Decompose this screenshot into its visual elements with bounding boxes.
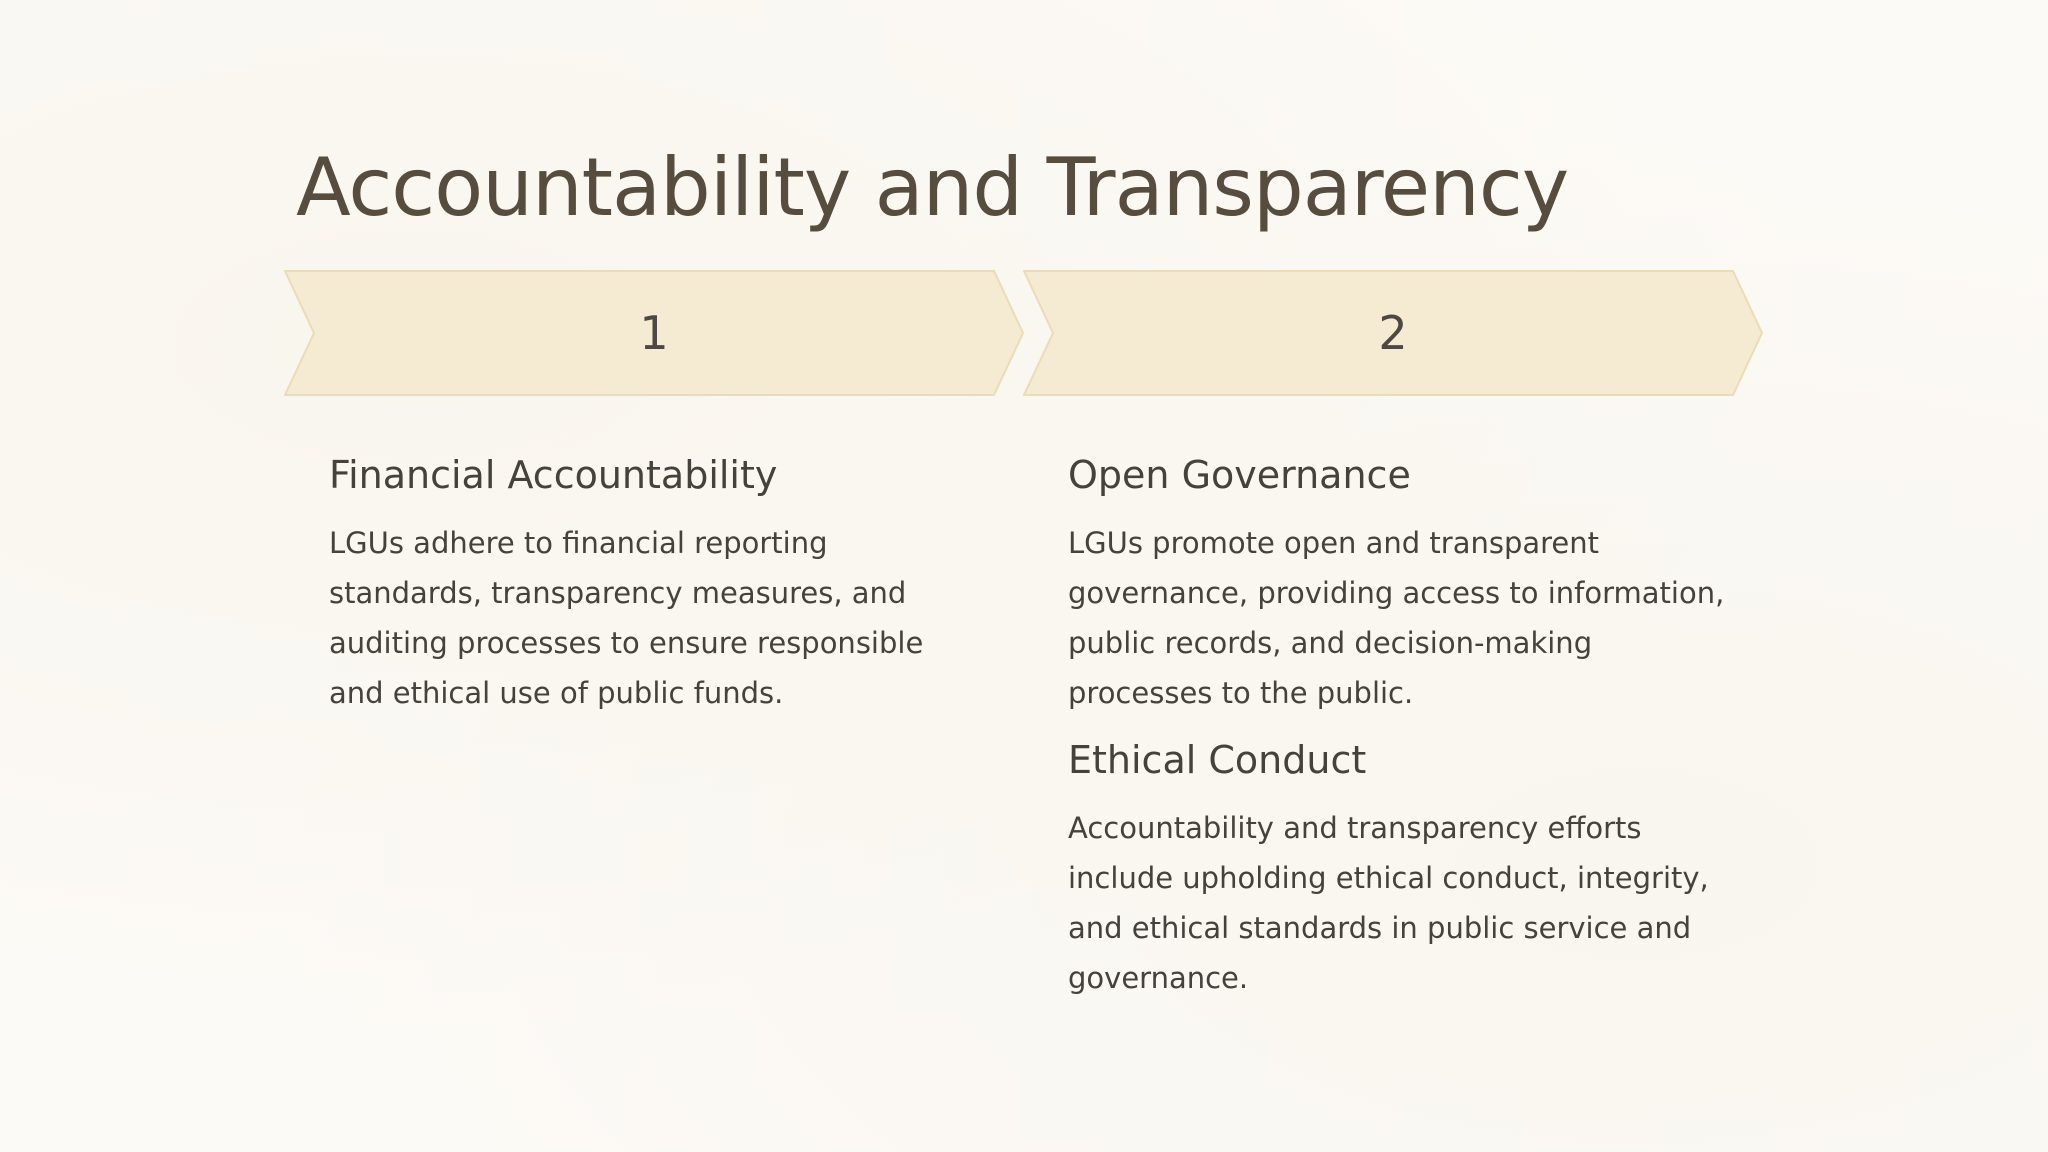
section-body: LGUs adhere to financial reporting standards, transparency measures, and auditing processes to ensure responsible and ethical use of public funds. [329,526,924,710]
section-heading: Ethical Conduct [1068,738,1367,782]
section-open-governance [1068,450,1728,718]
step-chevron-2 [1023,270,1763,396]
section-heading: Financial Accountability [329,453,778,497]
step-number-2: 2 [1378,306,1408,360]
section-body: Accountability and transparency efforts include upholding ethical conduct, integrity, and ethical standards in public service and governance. [1068,811,1709,995]
step-number-1: 1 [639,306,669,360]
section-heading: Open Governance [1068,453,1411,497]
section-ethical-conduct [1068,735,1728,1003]
step-chevron-1 [284,270,1024,396]
section-financial-accountability [329,450,969,718]
slide-title: Accountability and Transparency [296,141,1569,234]
section-body: LGUs promote open and transparent governance, providing access to information, public records, and decision-making processes to the public. [1068,526,1725,710]
